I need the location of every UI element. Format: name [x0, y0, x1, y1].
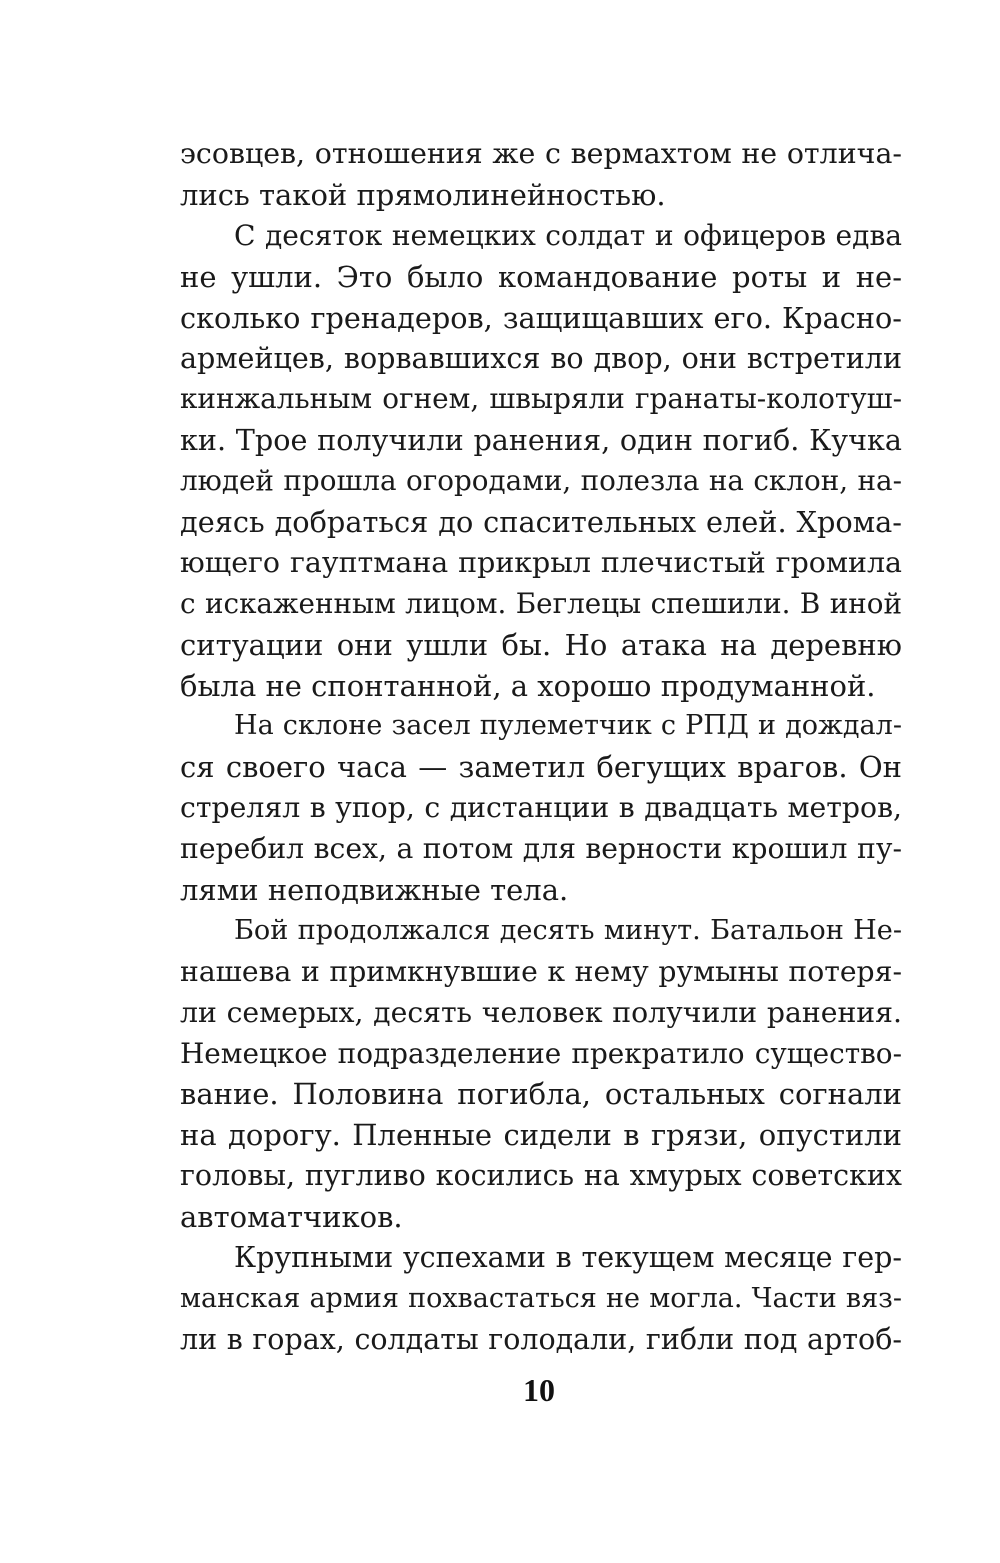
text-line: головы, пугливо косились на хмурых советских — [180, 1159, 902, 1193]
text-line: нашева и примкнувшие к нему румыны потеря- — [180, 954, 902, 988]
text-line: манская армия похвастаться не могла. Части вяз- — [180, 1282, 902, 1314]
text-line: стрелял в упор, с дистанции в двадцать метров, — [180, 791, 902, 825]
text-line: ли семерых, десять человек получили ранения. — [180, 995, 902, 1029]
body-text — [180, 134, 902, 1361]
text-line: эсовцев, отношения же с вермахтом не отлича- — [180, 137, 902, 170]
text-line: не ушли. Это было командование роты и не- — [180, 259, 902, 294]
text-line: ся своего часа — заметил бегущих врагов. Он — [180, 750, 902, 785]
text-line: была не спонтанной, а хорошо продуманной. — [180, 668, 876, 703]
text-line: Немецкое подразделение прекратило существо- — [180, 1036, 902, 1070]
text-line: армейцев, ворвавшихся во двор, они встретили — [180, 341, 902, 376]
text-line: перебил всех, а потом для верности крошил пу- — [180, 832, 902, 866]
paragraph — [180, 134, 902, 216]
paragraph — [180, 911, 902, 1238]
text-line: ситуации они ушли бы. Но атака на деревню — [180, 627, 902, 662]
text-line: людей прошла огородами, полезла на склон, на- — [180, 464, 902, 498]
paragraph — [180, 216, 902, 707]
text-line: сколько гренадеров, защищавших его. Красно- — [180, 300, 902, 335]
text-line: лями неподвижные тела. — [180, 873, 569, 908]
text-line: ющего гауптмана прикрыл плечистый громила — [180, 545, 902, 579]
text-line: с искаженным лицом. Беглецы спешили. В иной — [180, 586, 902, 620]
text-line: кинжальным огнем, швыряли гранаты-колотуш- — [180, 382, 902, 416]
text-line: лись такой прямолинейностью. — [180, 177, 666, 212]
page-number: 10 — [523, 1372, 555, 1408]
paragraph — [180, 706, 902, 910]
text-line: ли в горах, солдаты голодали, гибли под артоб- — [180, 1322, 902, 1356]
text-line: на дорогу. Пленные сидели в грязи, опустили — [180, 1118, 902, 1153]
text-line: С десяток немецких солдат и офицеров едва — [234, 218, 902, 252]
text-line: На склоне засел пулеметчик с РПД и дождал- — [234, 710, 902, 742]
paragraph — [180, 1238, 902, 1361]
text-line: автоматчиков. — [180, 1200, 403, 1235]
text-line: ки. Трое получили ранения, один погиб. Кучка — [180, 423, 902, 458]
text-line: Бой продолжался десять минут. Батальон Не- — [234, 914, 902, 946]
text-line: вание. Половина погибла, остальных согнали — [180, 1077, 902, 1112]
text-line: Крупными успехами в текущем месяце гер- — [234, 1241, 902, 1275]
text-line: деясь добраться до спасительных елей. Хрома- — [180, 505, 902, 540]
